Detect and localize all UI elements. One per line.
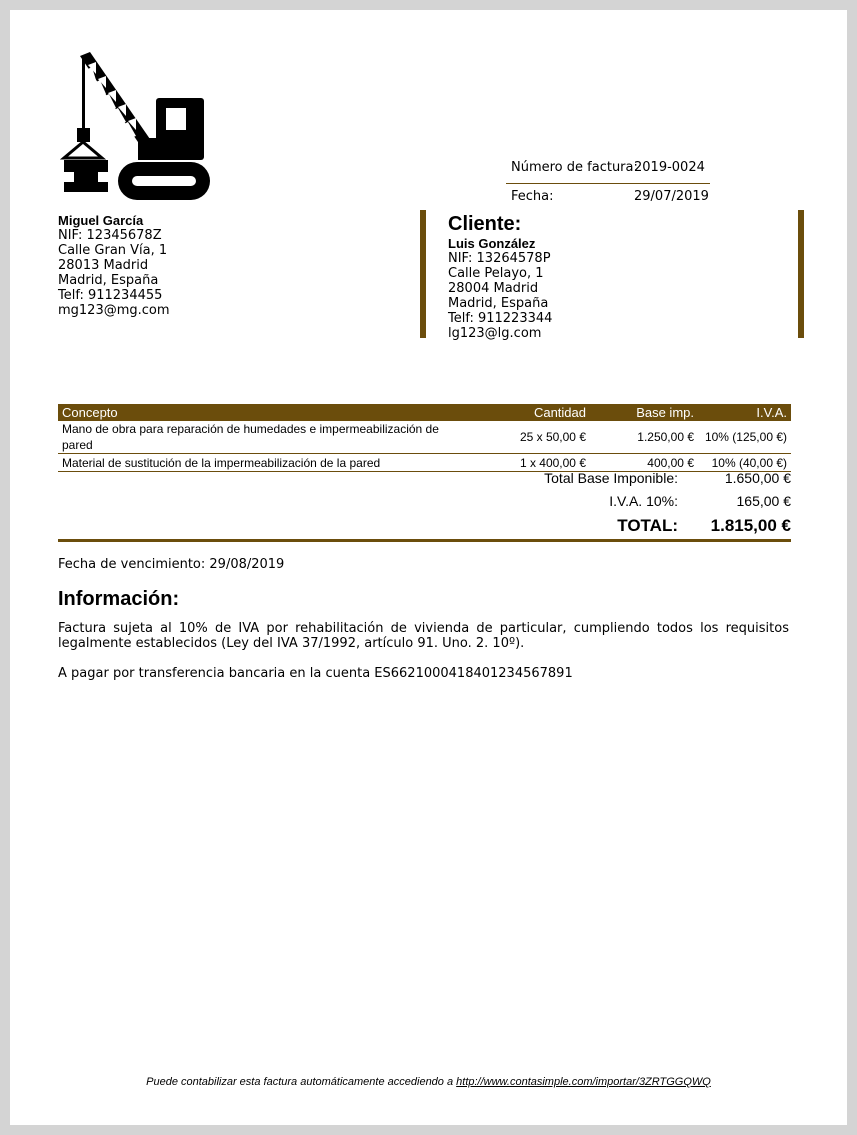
seller-nif: NIF: 12345678Z — [58, 228, 162, 243]
invoice-number-value: 2019-0024 — [634, 160, 705, 175]
invoice-number-label: Número de factura: — [511, 160, 638, 175]
row-concept: Material de sustitución de la impermeabilización de la pared — [58, 454, 472, 472]
header-base-imp: Base imp. — [590, 404, 698, 421]
client-heading: Cliente: — [448, 213, 522, 235]
footer-text: Puede contabilizar esta factura automáticamente accediendo a — [146, 1076, 457, 1088]
row-iva: 10% (125,00 €) — [698, 421, 791, 454]
row-iva: 10% (40,00 €) — [698, 454, 791, 472]
invoice-page — [10, 10, 847, 1125]
table-row — [58, 454, 791, 472]
grand-total-row — [490, 516, 791, 540]
row-quantity: 1 x 400,00 € — [472, 454, 590, 472]
total-iva-label: I.V.A. 10%: — [609, 493, 678, 509]
seller-email: mg123@mg.com — [58, 303, 170, 318]
total-iva-row — [490, 493, 791, 516]
header-concepto: Concepto — [58, 404, 472, 421]
row-base: 400,00 € — [590, 454, 698, 472]
grand-total-value: 1.815,00 € — [710, 516, 791, 535]
row-base: 1.250,00 € — [590, 421, 698, 454]
invoice-meta — [506, 160, 710, 212]
seller-postal-city: 28013 Madrid — [58, 258, 149, 273]
client-nif: NIF: 13264578P — [448, 251, 551, 266]
table-header-row — [58, 404, 791, 421]
invoice-number-row — [506, 160, 710, 184]
header-iva: I.V.A. — [698, 404, 791, 421]
client-block — [420, 210, 804, 341]
seller-block — [58, 213, 170, 318]
seller-phone: Telf: 911234455 — [58, 288, 163, 303]
import-link[interactable]: http://www.contasimple.com/importar/3ZRTGGQWQ — [456, 1076, 711, 1088]
info-text: Factura sujeta al 10% de IVA por rehabilitación de vivienda de particular, cumpliendo todos los requisitos legalmente establecidos (Ley del IVA 37/1992, artículo 91. Uno. 2. 10º). — [58, 621, 789, 651]
info-title: Información: — [58, 588, 180, 610]
client-phone: Telf: 911223344 — [448, 311, 553, 326]
invoice-date-label: Fecha: — [511, 189, 554, 204]
seller-name: Miguel García — [58, 213, 144, 228]
total-iva-value: 165,00 € — [736, 493, 791, 509]
payment-info: A pagar por transferencia bancaria en la cuenta ES6621000418401234567891 — [58, 666, 573, 681]
total-base-value: 1.650,00 € — [724, 470, 791, 486]
client-address: Calle Pelayo, 1 — [448, 266, 544, 281]
seller-region: Madrid, España — [58, 273, 159, 288]
invoice-date-value: 29/07/2019 — [634, 189, 709, 204]
grand-total-label: TOTAL: — [617, 516, 678, 535]
seller-address: Calle Gran Vía, 1 — [58, 243, 168, 258]
invoice-date-row — [506, 184, 710, 212]
total-base-label: Total Base Imponible: — [544, 470, 678, 486]
row-concept: Mano de obra para reparación de humedades e impermeabilización de pared — [58, 421, 472, 454]
total-base-row — [490, 470, 791, 493]
table-row — [58, 421, 791, 454]
footer — [10, 1076, 847, 1088]
invoice-lines-table — [58, 404, 791, 472]
client-postal-city: 28004 Madrid — [448, 281, 539, 296]
totals-divider — [58, 539, 791, 542]
row-quantity: 25 x 50,00 € — [472, 421, 590, 454]
client-email: lg123@lg.com — [448, 326, 542, 341]
due-date: Fecha de vencimiento: 29/08/2019 — [58, 557, 285, 572]
crane-icon — [60, 50, 210, 205]
header-cantidad: Cantidad — [472, 404, 590, 421]
client-region: Madrid, España — [448, 296, 549, 311]
client-name: Luis González — [448, 236, 536, 251]
totals-block — [490, 470, 791, 540]
